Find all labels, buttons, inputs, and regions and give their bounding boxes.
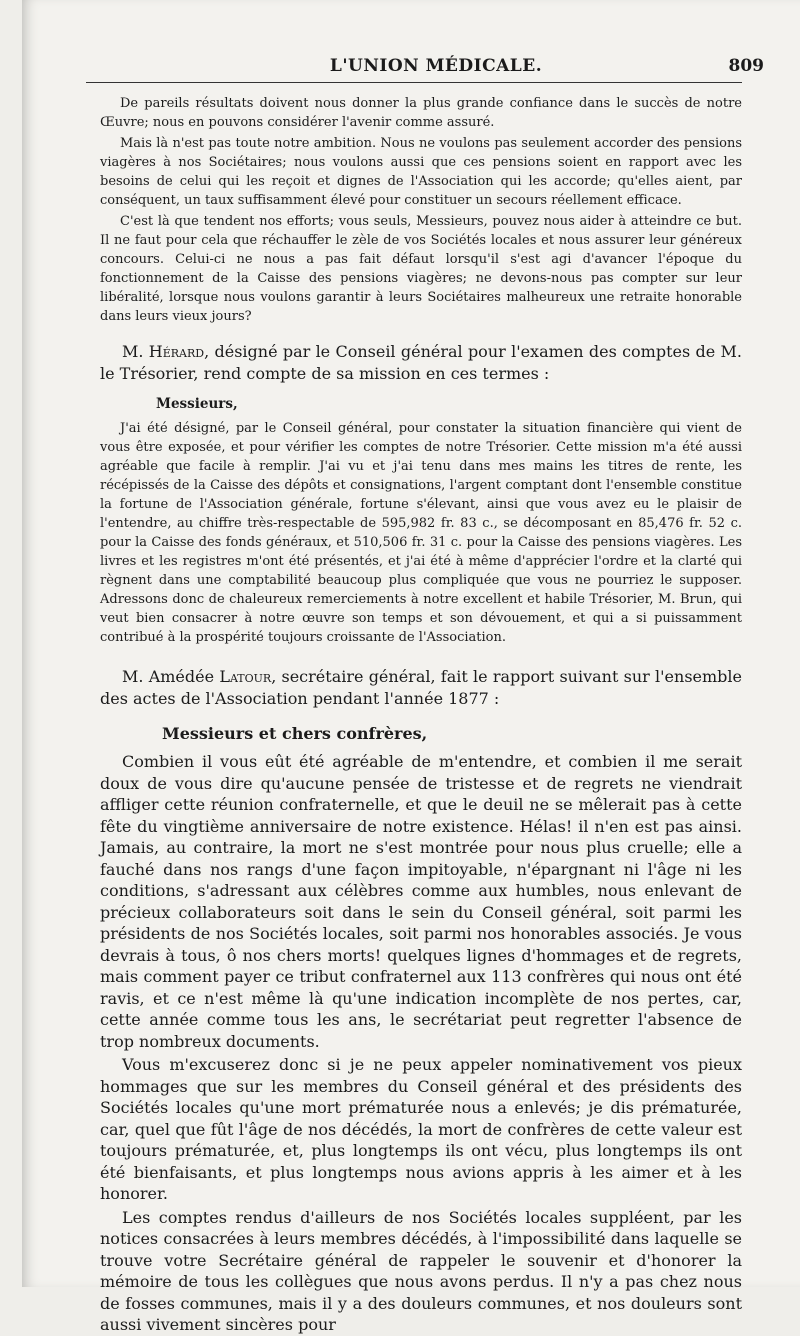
latour-name: Latour bbox=[219, 667, 272, 686]
herard-prefix: M. bbox=[122, 342, 149, 361]
paragraph-local-societies: Les comptes rendus d'ailleurs de nos Sociétés locales suppléent, par les notices consacrées à leurs membres décédés, à l'impossibilité dans laquelle se trouve votre Secrétaire général de rappeler le souvenir et d'honorer la mémoire de tous les collègues que nous avons perdus. Il n'y a pas chez nous de fosses communes, mais il y a des douleurs communes, et nos douleurs sont aussi vivement sincères pour bbox=[100, 1207, 742, 1334]
latour-intro bbox=[100, 666, 742, 709]
paragraph-efforts: C'est là que tendent nos efforts; vous seuls, Messieurs, pouvez nous aider à atteindre ce but. Il ne faut pour cela que réchauffer le zèle de vos Sociétés locales et nous assurer leur généreux concours. Celui-ci ne nous a pas fait défaut lorsqu'il s'est agi d'avancer l'époque du fonctionnement de la Caisse des pensions viagères; ne devons-nous pas compter sur leur libéralité, lorsque nous voulons garantir à leurs Sociétaires malheureux une retraite honorable dans leurs vieux jours? bbox=[100, 214, 742, 324]
paragraph-mourning: Combien il vous eût été agréable de m'entendre, et combien il me serait doux de vous dire qu'aucune pensée de tristesse et de regrets ne viendrait affliger cette réunion confraternelle, et que le deuil ne se mêlerait pas à cette fête du vingtième anniversaire de notre existence. Hélas! il n'en est pas ainsi. Jamais, au contraire, la mort ne s'est montrée pour nous plus cruelle; elle a fauché dans nos rangs d'une façon impitoyable, n'épargnant ni l'âge ni les conditions, s'adressant aux célèbres comme aux humbles, nous enlevant de précieux collaborateurs soit dans le sein du Conseil général, soit parmi les présidents de nos Sociétés locales, soit parmi nos honorables associés. Je vous devrais à tous, ô nos chers morts! quelques lignes d'hommages et de regrets, mais comment payer ce tribut confraternel aux 113 confrères qui nous ont été ravis, et ce n'est même là qu'une indication incomplète de nos pertes, car, cette année comme tous les ans, le secrétariat peut regretter l'absence de trop nombreux documents. bbox=[100, 752, 742, 1051]
page-header bbox=[108, 54, 764, 80]
herard-intro-text: , désigné par le Conseil général pour l'examen des comptes de M. le Trésorier, rend compte de sa mission en ces termes : bbox=[100, 342, 742, 383]
paragraph-homages: Vous m'excuserez donc si je ne peux appeler nominativement vos pieux hommages que sur les membres du Conseil général et des présidents des Sociétés locales qu'une mort prématurée nous a enlevés; je dis prématurée, car, quel que fût l'âge de nos décédés, la mort de confrères de cette valeur est toujours prématurée, et, plus longtemps ils ont vécu, plus longtemps ils ont été bienfaisants, et plus longtemps nous avions appris à les aimer et à les honorer. bbox=[100, 1055, 742, 1203]
article-body bbox=[100, 94, 742, 1336]
herard-name: Hérard bbox=[148, 342, 205, 361]
latour-intro-text: , secrétaire général, fait le rapport suivant sur l'ensemble des actes de l'Association pendant l'année 1877 : bbox=[100, 667, 743, 708]
greeting-confreres: Messieurs et chers confrères, bbox=[162, 724, 428, 743]
page-number: 809 bbox=[728, 56, 764, 76]
header-rule bbox=[86, 82, 742, 83]
running-title: L'UNION MÉDICALE. bbox=[329, 56, 543, 76]
herard-intro bbox=[100, 341, 742, 384]
paragraph-results: De pareils résultats doivent nous donner la plus grande confiance dans le succès de notre Œuvre; nous en pouvons considérer l'avenir comme assuré. bbox=[100, 96, 742, 130]
greeting-messieurs: Messieurs, bbox=[156, 396, 238, 412]
paragraph-ambition: Mais là n'est pas toute notre ambition. Nous ne voulons pas seulement accorder des pensions viagères à nos Sociétaires; nous voulons aussi que ces pensions soient en rapport avec les besoins de celui qui les reçoit et dignes de l'Association qui les accorde; qu'elles aient, par conséquent, un taux suffisamment élevé pour constituer un secours réellement efficace. bbox=[100, 136, 742, 208]
latour-prefix: M. Amédée bbox=[122, 667, 220, 686]
paragraph-treasurer-report: J'ai été désigné, par le Conseil général, pour constater la situation financière qui vient de vous être exposée, et pour vérifier les comptes de notre Trésorier. Cette mission m'a été aussi agréable que facile à remplir. J'ai vu et j'ai tenu dans mes mains les titres de rente, les récépissés de la Caisse des dépôts et consignations, l'argent comptant dont l'ensemble constitue la fortune de l'Association générale, fortune s'élevant, ainsi que vous avez eu le plaisir de l'entendre, au chiffre très-respectable de 595,982 fr. 83 c., se décomposant en 85,476 fr. 52 c. pour la Caisse des fonds généraux, et 510,506 fr. 31 c. pour la Caisse des pensions viagères. Les livres et les registres m'ont été présentés, et j'ai été à même d'apprécier l'ordre et la clarté qui règnent dans une comptabilité beaucoup plus compliquée que vous ne pourriez le supposer. Adressons donc de chaleureux remerciements à notre excellent et habile Trésorier, M. Brun, qui veut bien consacrer à notre œuvre son temps et son dévouement, et qui a si puissamment contribué à la prospérité toujours croissante de l'Association. bbox=[100, 421, 742, 645]
